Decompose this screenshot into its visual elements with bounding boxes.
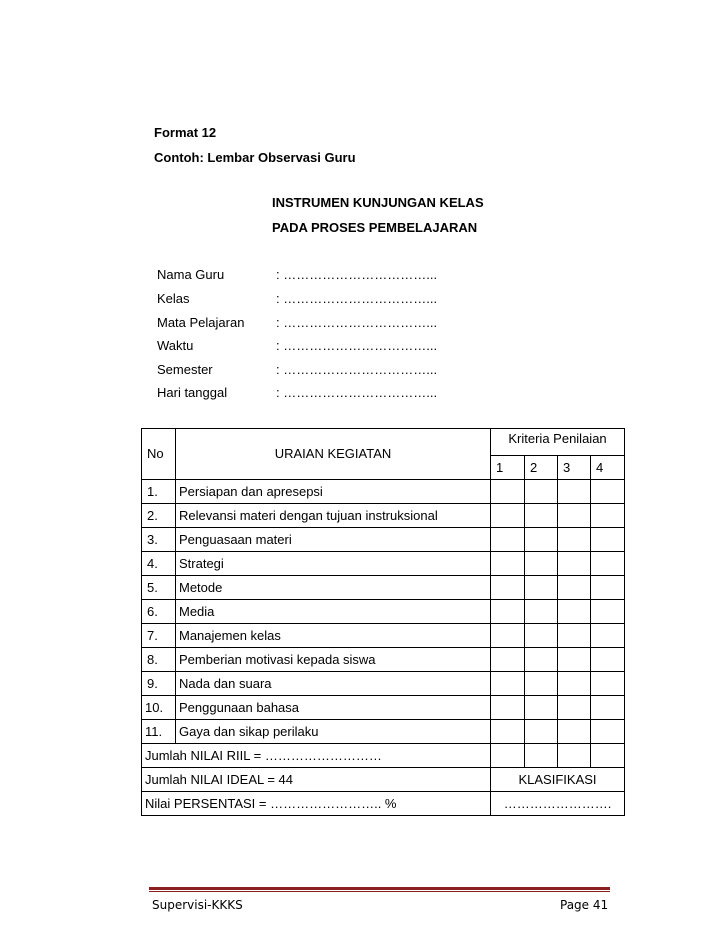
format-label: Format 12 xyxy=(154,125,217,140)
table-row xyxy=(142,480,625,504)
sum-ideal-label: Jumlah NILAI IDEAL = 44 xyxy=(142,768,491,792)
field-label-hari-tanggal: Hari tanggal xyxy=(157,385,228,400)
score-cell[interactable] xyxy=(491,552,525,576)
field-label-waktu: Waktu xyxy=(157,338,194,353)
score-cell[interactable] xyxy=(591,624,625,648)
field-value-semester: : ……………………………... xyxy=(276,362,438,377)
score-cell[interactable] xyxy=(491,480,525,504)
row-item: Penggunaan bahasa xyxy=(176,696,491,720)
score-header-2: 2 xyxy=(525,456,558,480)
row-item: Pemberian motivasi kepada siswa xyxy=(176,648,491,672)
score-cell[interactable] xyxy=(491,648,525,672)
klasifikasi-header: KLASIFIKASI xyxy=(491,768,625,792)
score-header-3: 3 xyxy=(558,456,591,480)
row-item: Nada dan suara xyxy=(176,672,491,696)
field-value-waktu: : ……………………………... xyxy=(276,338,438,353)
score-cell[interactable] xyxy=(558,480,591,504)
score-cell[interactable] xyxy=(525,600,558,624)
score-cell[interactable] xyxy=(591,552,625,576)
row-number: 2. xyxy=(142,504,176,528)
table-row xyxy=(142,576,625,600)
score-cell[interactable] xyxy=(558,696,591,720)
score-cell[interactable] xyxy=(491,672,525,696)
field-value-nama-guru: : ……………………………... xyxy=(276,267,438,282)
field-label-kelas: Kelas xyxy=(157,291,190,306)
score-cell[interactable] xyxy=(525,576,558,600)
row-number: 10. xyxy=(142,696,176,720)
field-value-mata-pelajaran: : ……………………………... xyxy=(276,315,438,330)
score-cell[interactable] xyxy=(558,504,591,528)
table-row xyxy=(142,552,625,576)
persentasi-label: Nilai PERSENTASI = …………………….. % xyxy=(142,792,491,816)
field-label-semester: Semester xyxy=(157,362,213,377)
score-cell[interactable] xyxy=(525,552,558,576)
row-item: Persiapan dan apresepsi xyxy=(176,480,491,504)
klasifikasi-value: ……………………. xyxy=(491,792,625,816)
score-total-cell[interactable] xyxy=(591,744,625,768)
score-cell[interactable] xyxy=(558,600,591,624)
footer-document-name: Supervisi-KKKS xyxy=(152,898,243,912)
column-header-kriteria: Kriteria Penilaian xyxy=(491,429,625,456)
score-header-4: 4 xyxy=(591,456,625,480)
table-row xyxy=(142,504,625,528)
table-row xyxy=(142,624,625,648)
row-number: 3. xyxy=(142,528,176,552)
score-cell[interactable] xyxy=(525,504,558,528)
score-cell[interactable] xyxy=(491,528,525,552)
score-cell[interactable] xyxy=(591,672,625,696)
footer-divider-thin xyxy=(149,891,610,892)
score-cell[interactable] xyxy=(491,696,525,720)
score-cell[interactable] xyxy=(558,720,591,744)
document-title-line2: PADA PROSES PEMBELAJARAN xyxy=(272,220,478,235)
score-cell[interactable] xyxy=(491,576,525,600)
score-cell[interactable] xyxy=(591,648,625,672)
table-row xyxy=(142,720,625,744)
sum-riil-label: Jumlah NILAI RIIL = ……………………… xyxy=(142,744,491,768)
table-row xyxy=(142,648,625,672)
score-cell[interactable] xyxy=(525,696,558,720)
score-cell[interactable] xyxy=(525,480,558,504)
field-value-kelas: : ……………………………... xyxy=(276,291,438,306)
field-label-nama-guru: Nama Guru xyxy=(157,267,225,282)
score-cell[interactable] xyxy=(525,624,558,648)
row-item: Gaya dan sikap perilaku xyxy=(176,720,491,744)
score-cell[interactable] xyxy=(491,504,525,528)
score-cell[interactable] xyxy=(525,672,558,696)
score-header-1: 1 xyxy=(491,456,525,480)
score-cell[interactable] xyxy=(558,648,591,672)
field-label-mata-pelajaran: Mata Pelajaran xyxy=(157,315,245,330)
observation-table xyxy=(141,428,625,816)
footer-divider xyxy=(149,887,610,890)
row-number: 9. xyxy=(142,672,176,696)
score-total-cell[interactable] xyxy=(525,744,558,768)
row-item: Strategi xyxy=(176,552,491,576)
score-total-cell[interactable] xyxy=(491,744,525,768)
score-cell[interactable] xyxy=(558,528,591,552)
score-cell[interactable] xyxy=(591,696,625,720)
row-number: 6. xyxy=(142,600,176,624)
row-number: 11. xyxy=(142,720,176,744)
score-cell[interactable] xyxy=(591,600,625,624)
score-cell[interactable] xyxy=(591,504,625,528)
table-row xyxy=(142,672,625,696)
table-row xyxy=(142,528,625,552)
row-number: 7. xyxy=(142,624,176,648)
table-row xyxy=(142,600,625,624)
footer-page-number: Page 41 xyxy=(560,898,609,912)
score-cell[interactable] xyxy=(558,552,591,576)
table-row xyxy=(142,696,625,720)
column-header-uraian: URAIAN KEGIATAN xyxy=(176,429,491,480)
row-number: 1. xyxy=(142,480,176,504)
row-number: 4. xyxy=(142,552,176,576)
row-item: Manajemen kelas xyxy=(176,624,491,648)
score-total-cell[interactable] xyxy=(558,744,591,768)
field-value-hari-tanggal: : ……………………………... xyxy=(276,385,438,400)
column-header-no: No xyxy=(142,429,176,480)
score-cell[interactable] xyxy=(591,528,625,552)
row-item: Relevansi materi dengan tujuan instruksional xyxy=(176,504,491,528)
row-number: 5. xyxy=(142,576,176,600)
score-cell[interactable] xyxy=(591,480,625,504)
row-number: 8. xyxy=(142,648,176,672)
score-cell[interactable] xyxy=(558,576,591,600)
example-label: Contoh: Lembar Observasi Guru xyxy=(154,150,356,165)
score-cell[interactable] xyxy=(525,528,558,552)
score-cell[interactable] xyxy=(491,720,525,744)
row-item: Media xyxy=(176,600,491,624)
score-cell[interactable] xyxy=(525,720,558,744)
score-cell[interactable] xyxy=(558,672,591,696)
document-title-line1: INSTRUMEN KUNJUNGAN KELAS xyxy=(272,195,484,210)
score-cell[interactable] xyxy=(491,600,525,624)
score-cell[interactable] xyxy=(558,624,591,648)
score-cell[interactable] xyxy=(491,624,525,648)
score-cell[interactable] xyxy=(591,720,625,744)
row-item: Penguasaan materi xyxy=(176,528,491,552)
score-cell[interactable] xyxy=(591,576,625,600)
score-cell[interactable] xyxy=(525,648,558,672)
row-item: Metode xyxy=(176,576,491,600)
